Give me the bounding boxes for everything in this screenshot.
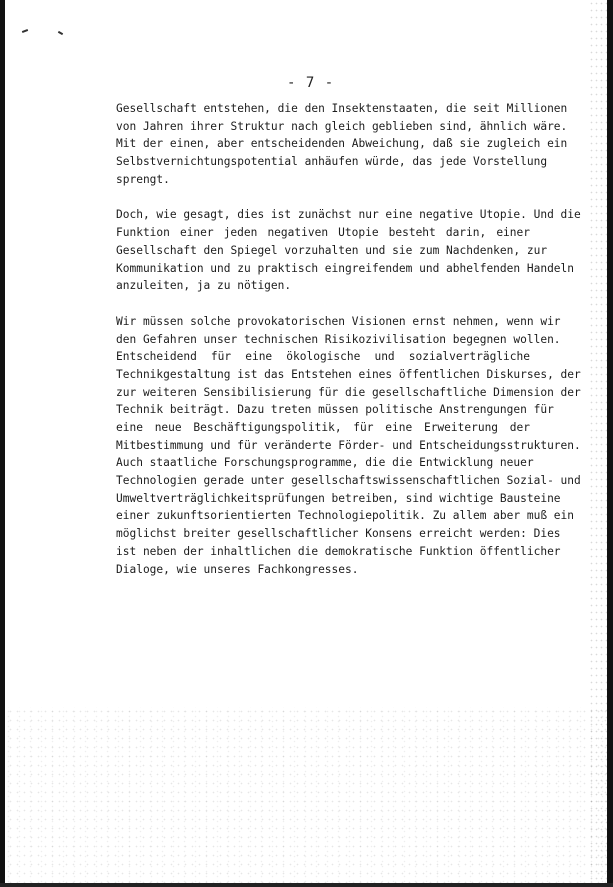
text-line: Wir müssen solche provokatorischen Visionen ernst nehmen, wenn wir: [116, 314, 561, 328]
text-line: möglichst breiter gesellschaftlicher Konsens erreicht werden: Dies: [116, 527, 561, 541]
text-line: Technikgestaltung ist das Entstehen eines öffentlichen Diskurses, der: [116, 367, 581, 381]
text-line: eine neue Beschäftigungspolitik, für eine Erweiterung der: [116, 421, 530, 434]
text-line: Entscheidend für eine ökologische und sozialverträgliche: [116, 350, 530, 364]
text-line: Technologien gerade unter gesellschaftswissenschaftlichen Sozial- und: [116, 474, 581, 488]
scan-border-right: [607, 0, 613, 887]
text-line: Mitbestimmung und für veränderte Förder- und Entscheidungsstrukturen.: [116, 438, 581, 452]
text-line: Gesellschaft entstehen, die den Insektenstaaten, die seit Millionen: [116, 102, 568, 115]
text-line: den Gefahren unser technischen Risikozivilisation begegnen wollen.: [116, 332, 561, 346]
text-line: Technik beiträgt. Dazu treten müssen politische Anstrengungen für: [116, 403, 554, 417]
scan-speck: [58, 31, 63, 35]
text-line: ist neben der inhaltlichen die demokratische Funktion öffentlicher: [116, 544, 561, 558]
page-number: - 7 -: [287, 75, 335, 91]
text-line: anzuleiten, ja zu nötigen.: [116, 279, 292, 293]
text-line: Umweltverträglichkeitsprüfungen betreiben, sind wichtige Bausteine: [116, 491, 561, 505]
text-line: Gesellschaft den Spiegel vorzuhalten und sie zum Nachdenken, zur: [116, 243, 548, 257]
text-line: Auch staatliche Forschungsprogramme, die die Entwicklung neuer: [116, 456, 534, 470]
text-line: Funktion einer jeden negativen Utopie besteht darin, einer: [116, 226, 530, 240]
text-line: Mit der einen, aber entscheidenden Abweichung, daß sie zugleich ein: [116, 137, 568, 151]
text-line: zur weiteren Sensibilisierung für die gesellschaftliche Dimension der: [116, 385, 581, 399]
text-line: Selbstvernichtungspotential anhäufen würde, das jede Vorstellung: [116, 155, 548, 169]
paragraph: [116, 206, 581, 294]
text-line: Doch, wie gesagt, dies ist zunächst nur eine negative Utopie. Und die: [116, 208, 581, 222]
scan-speck: [22, 29, 28, 33]
text-line: von Jahren ihrer Struktur nach gleich geblieben sind, ähnlich wäre.: [116, 119, 568, 133]
body-text: [116, 100, 581, 596]
paragraph: [116, 313, 581, 578]
scan-border-left: [0, 0, 5, 887]
text-line: sprengt.: [116, 172, 170, 186]
text-line: einer zukunftsorientierten Technologiepolitik. Zu allem aber muß ein: [116, 509, 575, 523]
scan-border-bottom: [0, 883, 613, 887]
text-line: Dialoge, wie unseres Fachkongresses.: [116, 562, 359, 576]
scan-noise-bottom: [0, 707, 613, 887]
paragraph: [116, 100, 568, 188]
text-line: Kommunikation und zu praktisch eingreifendem und abhelfenden Handeln: [116, 261, 575, 275]
